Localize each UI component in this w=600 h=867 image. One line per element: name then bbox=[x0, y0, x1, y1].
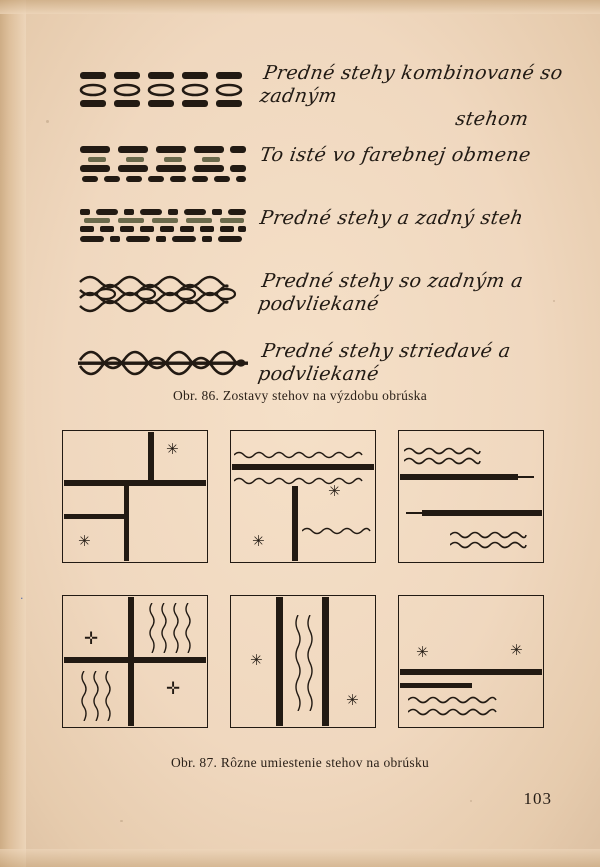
stitch-band-horizontal bbox=[400, 669, 542, 675]
stitch-tail-line bbox=[406, 512, 422, 514]
vertical-wavy-lines bbox=[146, 603, 200, 653]
stitch-sample-wave-through-line bbox=[78, 338, 248, 388]
stitch-motif-star: ✳ bbox=[78, 532, 91, 550]
stitch-sample-dashes-two-tone bbox=[78, 142, 248, 192]
stitch-band-horizontal bbox=[232, 464, 374, 470]
stitch-band-vertical bbox=[124, 486, 129, 561]
stitch-row bbox=[60, 205, 560, 263]
stitch-motif-star: ✳ bbox=[252, 532, 265, 550]
wavy-stitch-line bbox=[234, 450, 372, 460]
napkin-layout-cell bbox=[398, 430, 544, 563]
wavy-stitch-line bbox=[408, 707, 508, 717]
stitch-row-label bbox=[258, 207, 562, 230]
stitch-row-label bbox=[256, 340, 563, 386]
stitch-sample-dashes-and-rings bbox=[78, 66, 248, 116]
stitch-row-label-line1: To isté vo farebnej obmene bbox=[258, 144, 533, 166]
figure-86 bbox=[60, 60, 565, 385]
stitch-motif-star: ✳ bbox=[166, 440, 179, 458]
stitch-band-horizontal bbox=[64, 480, 206, 486]
wavy-stitch-line bbox=[302, 526, 372, 536]
stitch-row-label-line1: Predné stehy so zadným a podvliekané bbox=[256, 270, 525, 315]
stitch-motif-star: ✳ bbox=[416, 643, 429, 661]
wavy-stitch-line bbox=[234, 476, 372, 486]
stitch-row-label bbox=[256, 270, 563, 316]
ink-smudge: · bbox=[20, 592, 24, 605]
stitch-row-label-line1: Predné stehy kombinované so zadným bbox=[258, 62, 565, 107]
stitch-band-horizontal bbox=[400, 474, 518, 480]
stitch-band-horizontal bbox=[64, 514, 128, 519]
stitch-band-vertical bbox=[292, 486, 298, 561]
stitch-motif-star: ✳ bbox=[510, 641, 523, 659]
stitch-band-horizontal bbox=[400, 683, 472, 688]
figure-86-caption: Obr. 86. Zostavy stehov na výzdobu obrúska bbox=[172, 388, 428, 403]
vertical-wavy-lines bbox=[292, 615, 318, 711]
stitch-band-vertical bbox=[148, 432, 154, 480]
napkin-layout-cell bbox=[230, 595, 376, 728]
vertical-wavy-lines bbox=[78, 671, 122, 721]
napkin-layout-cell bbox=[398, 595, 544, 728]
napkin-layout-cell bbox=[230, 430, 376, 563]
stitch-motif-star: ✳ bbox=[250, 651, 263, 669]
stitch-band-horizontal bbox=[64, 657, 206, 663]
stitch-row-label-line1: Predné stehy striedavé a podvliekané bbox=[256, 340, 513, 385]
stitch-sample-dashes-dense bbox=[78, 205, 248, 255]
stitch-tail-line bbox=[518, 476, 534, 478]
stitch-band-horizontal bbox=[422, 510, 542, 516]
wavy-stitch-line bbox=[404, 456, 490, 466]
stitch-row bbox=[60, 62, 565, 130]
wavy-stitch-line bbox=[450, 530, 536, 540]
stitch-row-label-line1: Predné stehy a zadný steh bbox=[258, 207, 526, 229]
stitch-sample-chain-loops bbox=[78, 268, 248, 318]
figure-87 bbox=[62, 430, 542, 735]
stitch-row-label bbox=[258, 144, 562, 167]
wavy-stitch-line bbox=[404, 446, 490, 456]
stitch-band-vertical bbox=[128, 597, 134, 726]
figure-87-caption: Obr. 87. Rôzne umiestenie stehov na obrúsku bbox=[170, 755, 430, 770]
stitch-band-vertical bbox=[276, 597, 283, 726]
stitch-row bbox=[60, 268, 560, 326]
napkin-layout-cell bbox=[62, 595, 208, 728]
napkin-layout-cell bbox=[62, 430, 208, 563]
stitch-row bbox=[60, 142, 560, 200]
stitch-motif-star: ✳ bbox=[328, 482, 341, 500]
stitch-motif-plus: ✛ bbox=[84, 629, 99, 649]
stitch-motif-plus: ✛ bbox=[166, 679, 181, 699]
page-number: 103 bbox=[523, 789, 552, 808]
wavy-stitch-line bbox=[408, 695, 508, 705]
stitch-band-vertical bbox=[322, 597, 329, 726]
stitch-row-label-line2: stehom bbox=[453, 108, 531, 130]
stitch-motif-star: ✳ bbox=[346, 691, 359, 709]
wavy-stitch-line bbox=[450, 540, 536, 550]
stitch-row-label bbox=[255, 62, 566, 131]
